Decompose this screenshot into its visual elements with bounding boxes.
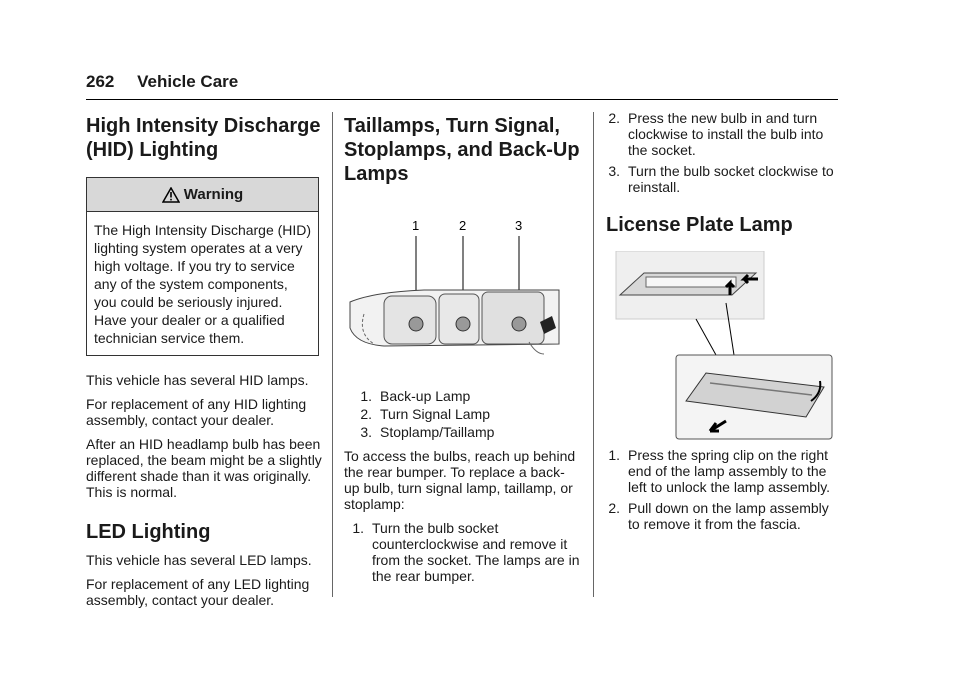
steps-list bbox=[344, 520, 580, 584]
bulb-socket bbox=[409, 317, 423, 331]
column-1 bbox=[86, 110, 322, 608]
license-lamp-illustration bbox=[606, 251, 842, 441]
list-item: 1. Press the spring clip on the right end of the lamp assembly to the left to unlock the lamp assembly. bbox=[608, 447, 831, 495]
lamp-legend bbox=[344, 388, 580, 440]
callout-1: 1 bbox=[412, 218, 420, 233]
zoom-line bbox=[696, 319, 716, 355]
list-item: 3. Stoplamp/Taillamp bbox=[360, 424, 495, 440]
paragraph: This vehicle has several HID lamps. bbox=[86, 372, 309, 388]
taillamp-drawing bbox=[344, 204, 580, 384]
taillamp-illustration bbox=[344, 204, 580, 384]
list-item: 2. Pull down on the lamp assembly to remove it from the fascia. bbox=[608, 500, 829, 532]
page-number: 262 bbox=[86, 72, 115, 91]
page-header bbox=[86, 72, 238, 92]
paragraph: For replacement of any LED lighting assembly, contact your dealer. bbox=[86, 576, 310, 608]
list-item: 1. Back-up Lamp bbox=[360, 388, 471, 404]
list-item: 1. Turn the bulb socket counterclockwise and remove it from the socket. The lamps are in the rear bumper. bbox=[352, 520, 580, 584]
warning-header bbox=[87, 178, 318, 212]
license-plate-title: License Plate Lamp bbox=[606, 214, 793, 236]
warning-box bbox=[86, 177, 319, 356]
header-rule bbox=[86, 99, 838, 100]
paragraph: To access the bulbs, reach up behind the rear bumper. To replace a back-up bulb, turn signal lamp, taillamp, or stoplamp: bbox=[344, 448, 576, 512]
warning-text: The High Intensity Discharge (HID) lighting system operates at a very high voltage. If you try to service any of the system components, you could be seriously injured. Have your dealer or a qualified technician service them. bbox=[94, 222, 312, 346]
list-item: 2. Press the new bulb in and turn clockwise to install the bulb into the socket. bbox=[608, 110, 824, 158]
paragraph: For replacement of any HID lighting assembly, contact your dealer. bbox=[86, 396, 307, 428]
lamp-housing bbox=[482, 292, 544, 344]
led-title: LED Lighting bbox=[86, 521, 211, 543]
callout-3: 3 bbox=[515, 218, 523, 233]
hid-title: High Intensity Discharge (HID) Lighting bbox=[86, 115, 321, 161]
license-steps bbox=[606, 447, 842, 532]
paragraph: This vehicle has several LED lamps. bbox=[86, 552, 312, 568]
license-lamp-drawing bbox=[606, 251, 842, 441]
column-divider-1 bbox=[332, 112, 333, 597]
column-divider-2 bbox=[593, 112, 594, 597]
lamp-lens bbox=[646, 277, 736, 287]
paragraph: After an HID headlamp bulb has been replaced, the beam might be a slightly different shade than it was originally. This is normal. bbox=[86, 436, 322, 500]
steps-continued bbox=[606, 110, 842, 195]
warning-icon bbox=[162, 187, 180, 203]
section-title: Vehicle Care bbox=[137, 72, 239, 91]
list-item: 2. Turn Signal Lamp bbox=[360, 406, 490, 422]
taillamps-title: Taillamps, Turn Signal, Stoplamps, and Back-Up Lamps bbox=[344, 115, 580, 185]
bulb-socket bbox=[456, 317, 470, 331]
callout-2: 2 bbox=[459, 218, 467, 233]
warning-label: Warning bbox=[183, 186, 244, 203]
list-item: 3. Turn the bulb socket clockwise to reinstall. bbox=[608, 163, 834, 195]
bulb-socket bbox=[512, 317, 526, 331]
column-2 bbox=[344, 110, 580, 589]
column-3 bbox=[606, 110, 842, 537]
